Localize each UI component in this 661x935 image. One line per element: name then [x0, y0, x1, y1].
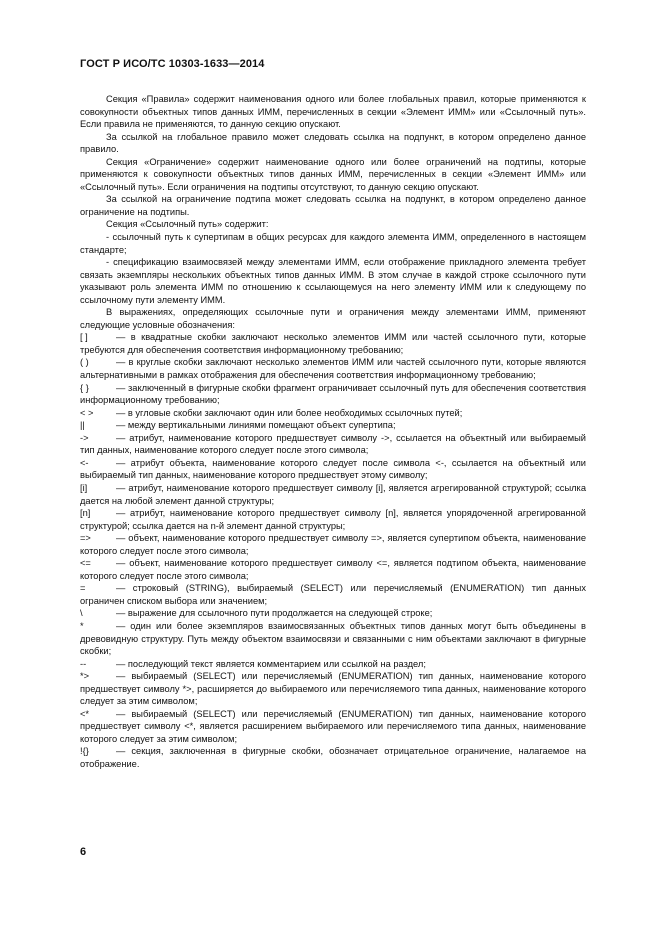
notation-symbol-item — [80, 557, 586, 582]
notation-symbol-list — [80, 331, 586, 770]
notation-symbol-item — [80, 620, 586, 658]
paragraph-notation-intro: В выражениях, определяющих ссылочные пути и ограничения между элементами ИММ, применяют следующие условные обозначения: — [80, 307, 586, 330]
notation-symbol-description: — последующий текст является комментарием или ссылкой на раздел; — [116, 658, 426, 669]
notation-symbol-item — [80, 708, 586, 746]
notation-symbol-description: — выбираемый (SELECT) или перечисляемый (ENUMERATION) тип данных, наименование которого предшествует символу *>, расширяется до выбираемого или перечисляемого типа данных, наименование которого следует за этим символом; — [80, 671, 586, 707]
list-item-reference-path-supertypes: - ссылочный путь к супертипам в общих ресурсах для каждого элемента ИММ, определенного в настоящем стандарте; — [80, 232, 586, 255]
list-item-relationship-specification: - спецификацию взаимосвязей между элементами ИММ, если отображение прикладного элемента требует связать экземпляры нескольких объектных типов данных ИММ. В этом случае в каждой строке ссылочного пути указывают роль элемента ИММ по отношению к ссылающемуся на него элементу ИММ или к следующему по ссылочному пути элементу ИММ. — [80, 257, 586, 305]
notation-symbol: <- — [80, 457, 89, 468]
paragraph-reference-path-section: Секция «Ссылочный путь» содержит: — [106, 219, 269, 230]
notation-symbol: { } — [80, 382, 89, 393]
notation-symbol-item — [80, 670, 586, 708]
notation-symbol: <= — [80, 558, 91, 569]
notation-symbol: [i] — [80, 482, 88, 493]
notation-symbol: < > — [80, 407, 94, 418]
notation-symbol-description: — заключенный в фигурные скобки фрагмент ограничивает ссылочный путь для обеспечения соответствия информационному требованию; — [80, 382, 586, 406]
notation-symbol-description: — секция, заключенная в фигурные скобки, обозначает отрицательное ограничение, налагаемое на отображение. — [80, 746, 586, 769]
notation-symbol-item — [80, 507, 586, 532]
notation-symbol-description: — между вертикальными линиями помещают объект супертипа; — [116, 420, 396, 431]
notation-symbol-description: — в круглые скобки заключают несколько элементов ИММ или частей ссылочного пути, которые являются альтернативными в рамках отображения для обеспечения соответствия информационному требованию; — [80, 357, 586, 381]
notation-symbol-description: — атрибут объекта, наименование которого следует после символа <-, ссылается на объектный или выбираемый тип данных, наименование которого предшествует этому символу; — [80, 457, 586, 481]
notation-symbol-item — [80, 482, 586, 507]
notation-symbol-description: — в угловые скобки заключают один или более необходимых ссылочных путей; — [116, 407, 463, 418]
notation-symbol-item — [80, 331, 586, 356]
notation-symbol-description: — выбираемый (SELECT) или перечисляемый (ENUMERATION) тип данных, наименование которого предшествует символу <*, является расширением выбираемого или перечисляемого типа данных, наименование которого следует за этим символом; — [80, 708, 586, 744]
notation-symbol: -> — [80, 432, 89, 443]
notation-symbol: -- — [80, 658, 87, 669]
page-number: 6 — [80, 846, 87, 858]
notation-symbol: = — [80, 583, 86, 594]
paragraph-rules-section: Секция «Правила» содержит наименования одного или более глобальных правил, которые применяются к совокупности объектных типов данных ИММ, перечисленных в секции «Элемент ИММ» или «Ссылочный путь». Если правила не применяются, то данную секцию опускают. — [80, 94, 586, 130]
paragraph-global-rule-reference: За ссылкой на глобальное правило может следовать ссылка на подпункт, в котором определено данное правило. — [80, 131, 586, 155]
notation-symbol-description: — атрибут, наименование которого предшествует символу ->, ссылается на объектный или выбираемый тип данных, наименование которого следует после этого символа; — [80, 432, 586, 456]
notation-symbol-description: — один или более экземпляров взаимосвязанных объектных типов данных могут быть объединены в древовидную структуру. Путь между объектом взаимосвязи и связанными с ним объектами заключают в фигурные скобки; — [80, 620, 586, 657]
notation-symbol: ( ) — [80, 357, 89, 368]
notation-symbol-item — [80, 532, 586, 557]
notation-symbol-item — [80, 582, 586, 607]
notation-symbol-description: — атрибут, наименование которого предшествует символу [i], является агрегированной структурой; ссылка дается на любой элемент данной структуры; — [80, 482, 586, 506]
notation-symbol: || — [80, 420, 85, 431]
page-header-title: ГОСТ Р ИСО/ТС 10303-1633—2014 — [80, 58, 265, 70]
notation-symbol-item — [80, 745, 586, 770]
notation-symbol-item — [80, 356, 586, 381]
notation-symbol-description: — объект, наименование которого предшествует символу =>, является супертипом объекта, наименование которого следует после этого символа; — [80, 533, 586, 556]
notation-symbol: [ ] — [80, 332, 88, 343]
notation-symbol-item — [80, 607, 586, 620]
notation-symbol-item — [80, 419, 586, 432]
notation-symbol-description: — строковый (STRING), выбираемый (SELECT) или перечисляемый (ENUMERATION) тип данных ограничен списком выбора или значением; — [80, 583, 586, 606]
notation-symbol: [n] — [80, 508, 91, 519]
notation-symbol-item — [80, 382, 586, 407]
notation-symbol-description: — в квадратные скобки заключают несколько элементов ИММ или частей ссылочного пути, которые требуются для обеспечения соответствия информационному требованию; — [80, 332, 586, 355]
notation-symbol-item — [80, 457, 586, 482]
notation-symbol-description: — объект, наименование которого предшествует символу <=, является подтипом объекта, наименование которого следует после этого символа; — [80, 558, 586, 581]
notation-symbol-item — [80, 658, 586, 671]
notation-symbol: <* — [80, 708, 90, 719]
notation-symbol-description: — выражение для ссылочного пути продолжается на следующей строке; — [116, 608, 433, 619]
notation-symbol: *> — [80, 671, 90, 682]
paragraph-subtype-constraint-reference: За ссылкой на ограничение подтипа может следовать ссылка на подпункт, в котором определено данное ограничение на подтипы. — [80, 194, 586, 217]
notation-symbol: * — [80, 620, 84, 631]
paragraph-constraint-section: Секция «Ограничение» содержит наименование одного или более ограничений на подтипы, которые применяются к совокупности объектных типов данных ИММ, перечисленных в секции «Элемент ИММ» или «Ссылочный путь». Если ограничения на подтипы отсутствуют, то данную секцию опускают. — [80, 156, 586, 192]
notation-symbol-description: — атрибут, наименование которого предшествует символу [n], является упорядоченной агрегированной структурой; ссылка дается на n-й элемент данной структуры; — [80, 508, 586, 531]
notation-symbol-item — [80, 432, 586, 457]
notation-symbol: \ — [80, 608, 83, 619]
notation-symbol-item — [80, 407, 586, 420]
notation-symbol: => — [80, 533, 91, 544]
notation-symbol: !{} — [80, 746, 89, 757]
page-body — [80, 93, 586, 771]
